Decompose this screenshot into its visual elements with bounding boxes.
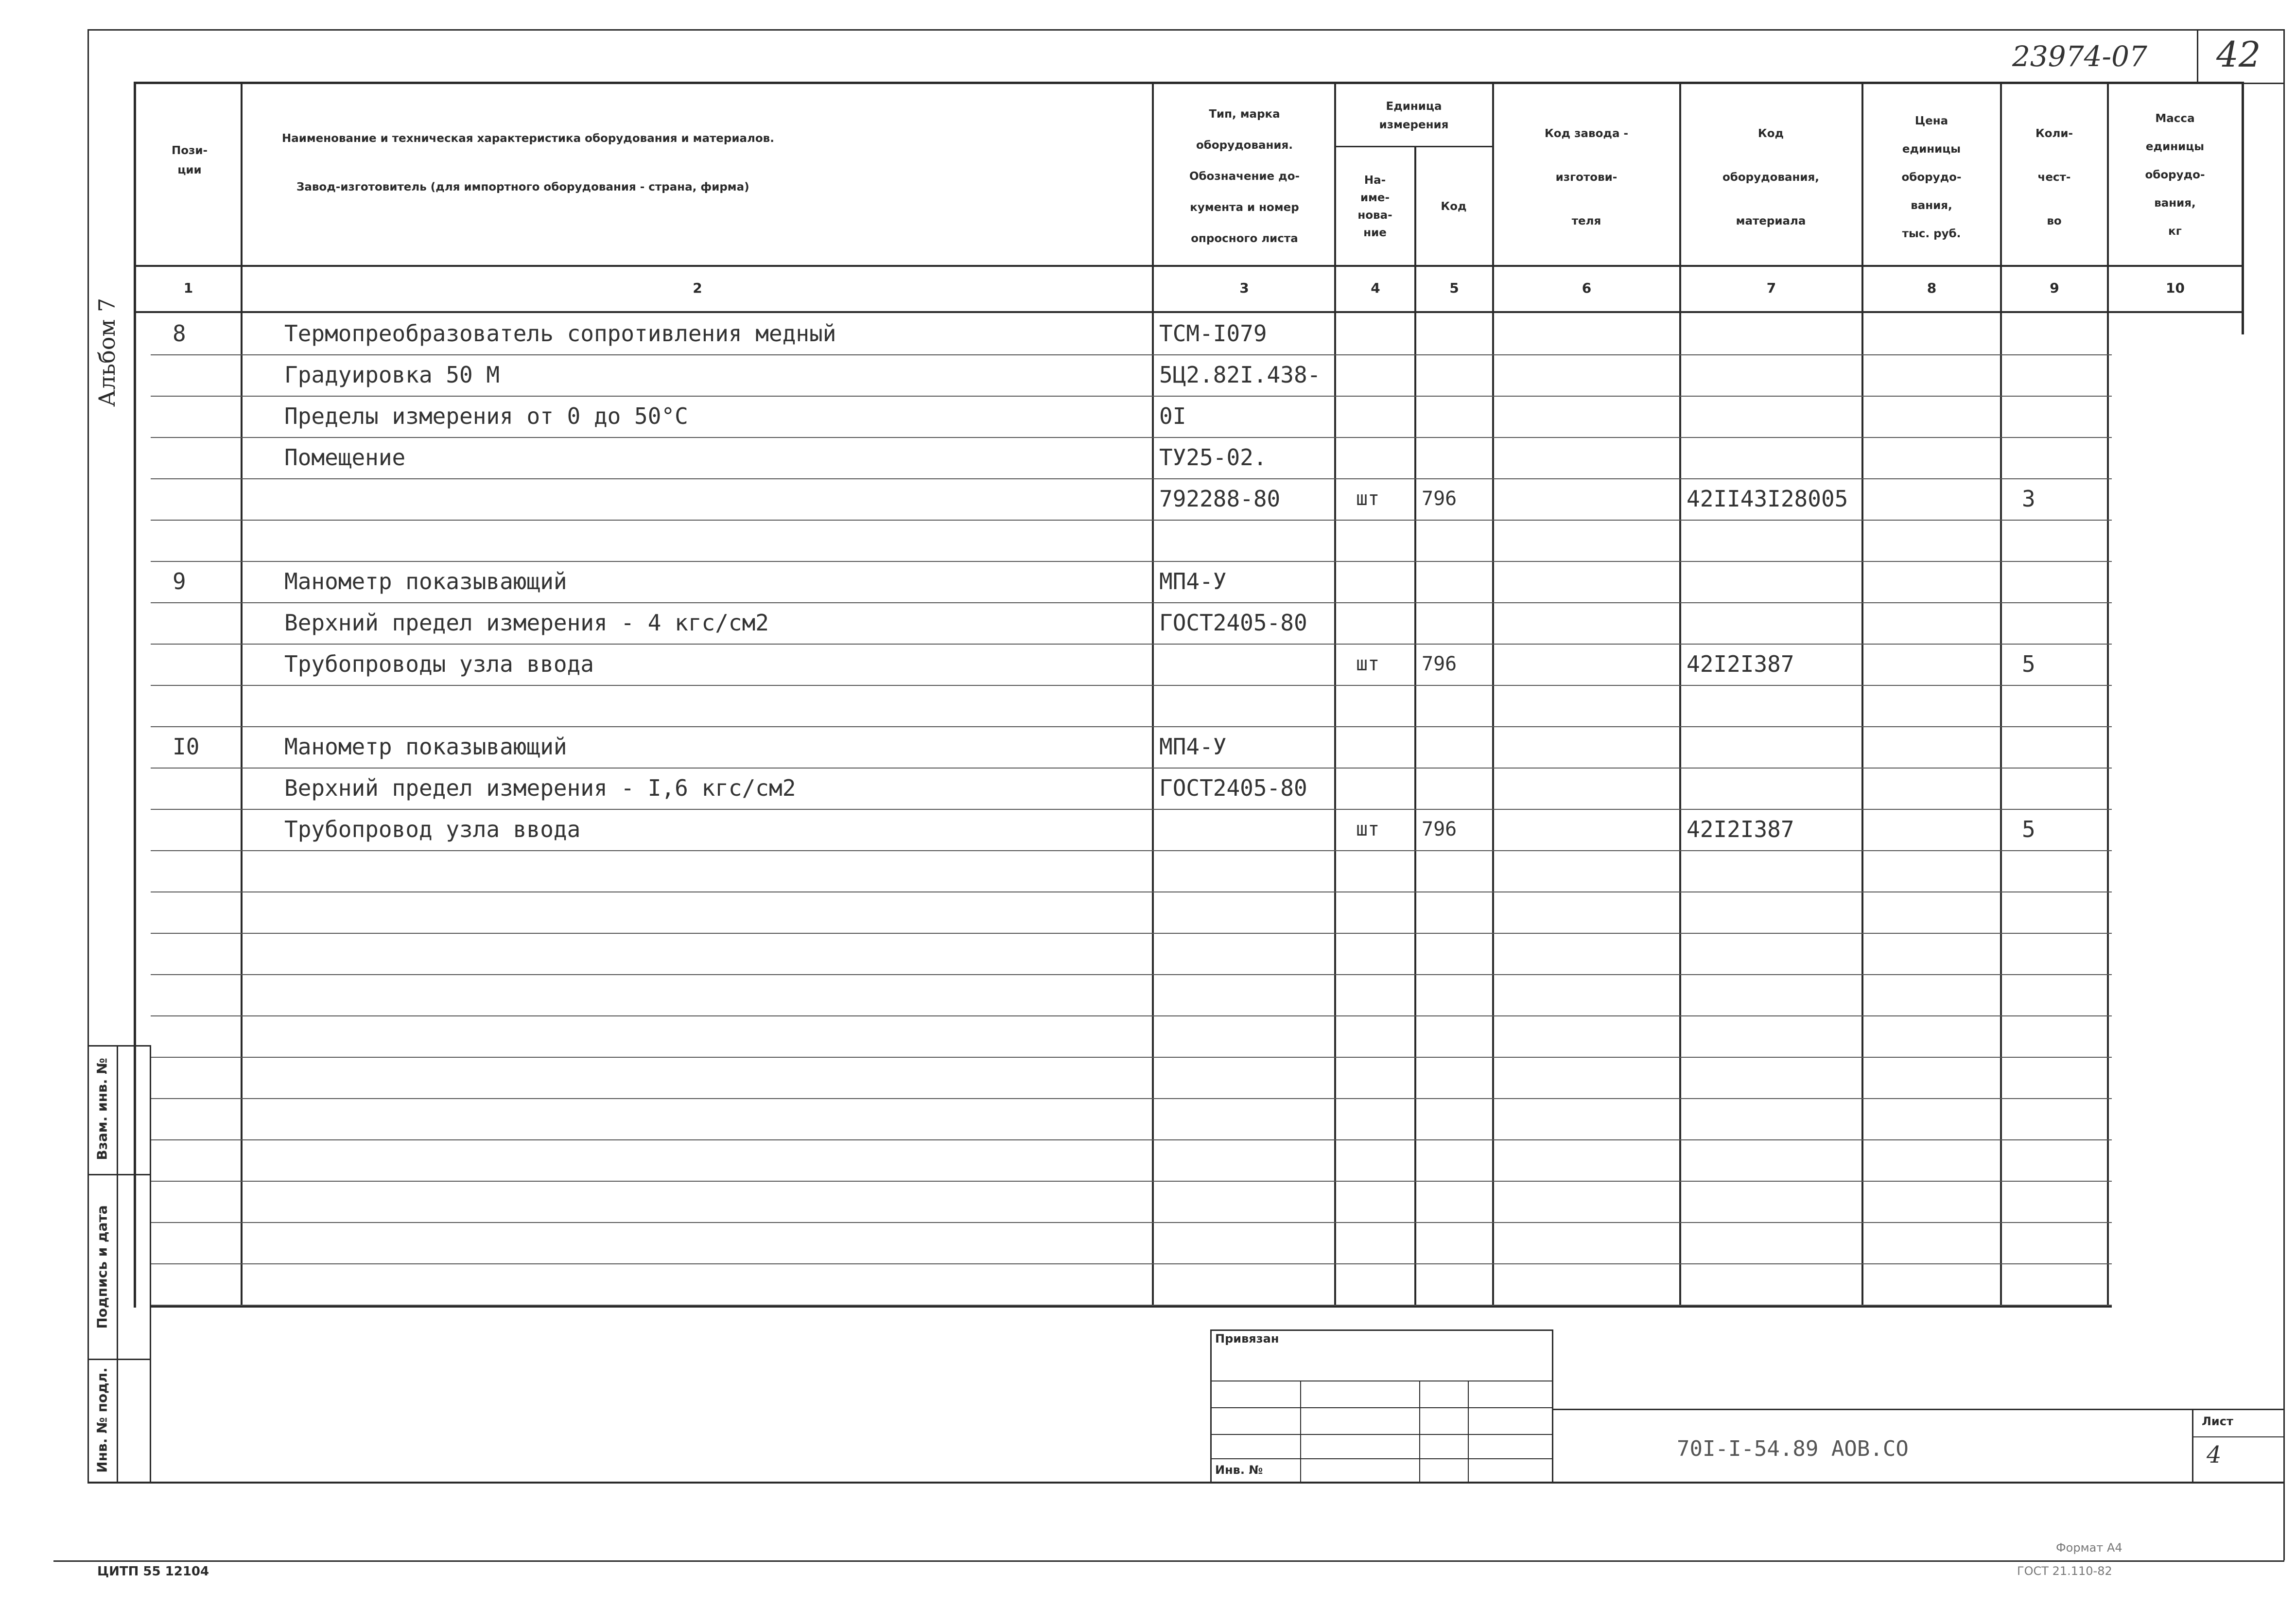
footer-format: Формат А4 (2056, 1541, 2122, 1555)
cell-qty: 5 (2022, 816, 2035, 842)
header-factory-code: Код завода - изготови- теля (1544, 127, 1629, 227)
cell-name (284, 686, 1140, 725)
album-label: Альбом 7 (94, 297, 120, 407)
cell-mat (1687, 727, 1861, 766)
cell-pos (173, 686, 231, 725)
cell-type: 792288-80 (1159, 486, 1281, 512)
cell-pos (173, 769, 231, 807)
header-mass: Масса единицы оборудо- вания, кг (2145, 112, 2205, 238)
cell-qty (2022, 521, 2100, 559)
stamp-list-label: Лист (2202, 1415, 2233, 1428)
cell-name (284, 521, 1140, 559)
stamp-list-value: 4 (2207, 1441, 2222, 1468)
row-line (151, 1222, 2112, 1223)
header-unit: Единица измерения (1379, 100, 1449, 131)
col-sep-2 (1152, 82, 1154, 1308)
cell-pos (173, 810, 231, 849)
cell-name: Верхний предел измерения - 4 кгс/см2 (284, 610, 769, 636)
cell-unit (1356, 521, 1409, 559)
col-number-4: 4 (1371, 280, 1380, 296)
header-name: Наименование и техническая характеристика оборудования и материалов. (282, 132, 774, 145)
cell-qty (2022, 355, 2100, 394)
row-line (151, 1181, 2112, 1182)
row-line (151, 1015, 2112, 1016)
side-label-vzam: Взам. инв. № (94, 1058, 110, 1160)
cell-type (1159, 521, 1334, 559)
col-sep-6 (1679, 82, 1681, 1308)
stamp-row-4 (1210, 1458, 1553, 1459)
cell-unit (1356, 397, 1409, 436)
cell-type: ГОСТ2405-80 (1159, 775, 1307, 801)
cell-code (1422, 397, 1490, 436)
doc-number: 23974-07 (2012, 40, 2147, 73)
table-header-bottom (134, 265, 2243, 267)
cell-pos (173, 355, 231, 394)
cell-mat (1687, 314, 1861, 353)
cell-unit: шт (1356, 488, 1380, 510)
cell-type: МП4-У (1159, 568, 1227, 594)
cell-type: 0I (1159, 403, 1186, 429)
cell-code: 796 (1422, 653, 1457, 675)
cell-type (1159, 686, 1334, 725)
cell-unit (1356, 562, 1409, 601)
cell-name: Трубопроводы узла ввода (284, 651, 594, 677)
cell-mat (1687, 769, 1861, 807)
col-number-2: 2 (693, 280, 702, 296)
cell-pos (173, 438, 231, 477)
cell-name: Манометр показывающий (284, 568, 567, 594)
cell-code (1422, 521, 1490, 559)
cell-unit (1356, 686, 1409, 725)
cell-qty (2022, 397, 2100, 436)
cell-name: Верхний предел измерения - I,6 кгс/см2 (284, 775, 796, 801)
footer-left: ЦИТП 55 12104 (97, 1564, 209, 1579)
side-stamp-right (150, 1045, 151, 1483)
table-top (134, 82, 2243, 84)
side-stamp-bottom (87, 1482, 2284, 1484)
cell-qty (2022, 727, 2100, 766)
row-line (151, 1139, 2112, 1140)
table-right (2242, 82, 2244, 334)
cell-mat (1687, 397, 1861, 436)
cell-qty (2022, 438, 2100, 477)
col-sep-5 (1492, 82, 1494, 1308)
cell-type: ГОСТ2405-80 (1159, 610, 1307, 636)
table-left (134, 82, 136, 1308)
cell-mat: 42I2I387 (1687, 816, 1794, 842)
cell-qty (2022, 769, 2100, 807)
frame-right (2283, 29, 2285, 1560)
cell-name: Термопреобразователь сопротивления медный (284, 320, 836, 347)
cell-code: 796 (1422, 488, 1457, 510)
stamp-box-right (1552, 1329, 1553, 1483)
cell-name: Помещение (284, 444, 406, 471)
side-stamp-inner-left (117, 1045, 118, 1483)
cell-type (1159, 810, 1334, 849)
row-line (151, 1098, 2112, 1099)
cell-qty (2022, 562, 2100, 601)
cell-unit: шт (1356, 653, 1380, 675)
cell-code (1422, 314, 1490, 353)
cell-type: ТСМ-I079 (1159, 320, 1267, 347)
cell-mat: 42I2I387 (1687, 651, 1794, 677)
col-sep-1 (241, 82, 243, 1308)
row-line (151, 850, 2112, 851)
cell-name (284, 479, 1140, 518)
cell-qty: 3 (2022, 486, 2035, 512)
frame-left (87, 29, 89, 1483)
cell-type: ТУ25-02. (1159, 444, 1267, 471)
cell-pos (173, 521, 231, 559)
cell-mat (1687, 521, 1861, 559)
cell-qty (2022, 314, 2100, 353)
cell-qty: 5 (2022, 651, 2035, 677)
cell-unit (1356, 438, 1409, 477)
side-label-inv-podl: Инв. № подл. (94, 1367, 110, 1473)
col-sep-3 (1334, 82, 1336, 1308)
cell-qty (2022, 603, 2100, 642)
corner-box-left (2197, 30, 2198, 84)
footer-gost: ГОСТ 21.110-82 (2017, 1564, 2112, 1578)
stamp-row-2 (1210, 1407, 1553, 1408)
header-manufacturer: Завод-изготовитель (для импортного оборудования - страна, фирма) (296, 181, 749, 193)
col-number-3: 3 (1239, 280, 1249, 296)
col-number-5: 5 (1449, 280, 1459, 296)
cell-pos (173, 479, 231, 518)
col-sep-8 (2000, 82, 2002, 1308)
stamp-privyazan: Привязан (1215, 1332, 1279, 1346)
cell-name: Манометр показывающий (284, 734, 567, 760)
side-stamp-div-1 (87, 1174, 151, 1175)
col-sep-7 (1861, 82, 1863, 1308)
cell-pos (173, 603, 231, 642)
cell-code (1422, 603, 1490, 642)
header-price: Цена единицы оборудо- вания, тыс. руб. (1901, 115, 1962, 240)
header-unit-name: На- име- нова- ние (1357, 174, 1392, 239)
stamp-main-top (1553, 1409, 2284, 1410)
table-numbers-bottom (134, 311, 2243, 313)
cell-qty (2022, 686, 2100, 725)
cell-mat: 42II43I28005 (1687, 486, 1848, 512)
stamp-list-left (2192, 1409, 2193, 1483)
col-number-6: 6 (1582, 280, 1592, 296)
cell-code (1422, 355, 1490, 394)
stamp-list-div (2192, 1436, 2284, 1437)
cell-unit (1356, 769, 1409, 807)
cell-mat (1687, 603, 1861, 642)
cell-pos (173, 397, 231, 436)
row-line (151, 1305, 2112, 1306)
stamp-box-top (1210, 1329, 1553, 1331)
cell-mat (1687, 355, 1861, 394)
cell-code (1422, 438, 1490, 477)
row-line (151, 1263, 2112, 1264)
unit-header-divider (1334, 146, 1494, 147)
stamp-col-2 (1419, 1381, 1420, 1483)
col-number-7: 7 (1766, 280, 1776, 296)
cell-code (1422, 769, 1490, 807)
header-type: Тип, марка оборудования. Обозначение до- кумента и номер опросного листа (1189, 107, 1300, 245)
stamp-inv-no: Инв. № (1215, 1463, 1263, 1477)
col-sep-9 (2107, 82, 2109, 1308)
cell-mat (1687, 438, 1861, 477)
stamp-col-3 (1468, 1381, 1469, 1483)
stamp-col-1 (1300, 1381, 1301, 1483)
header-quantity: Коли- чест- во (2035, 127, 2073, 227)
frame-top (87, 29, 2284, 31)
cell-code (1422, 686, 1490, 725)
cell-unit (1356, 314, 1409, 353)
row-line (151, 1057, 2112, 1058)
cell-mat (1687, 686, 1861, 725)
cell-type: 5Ц2.82I.438- (1159, 362, 1321, 388)
sheet-corner-number: 42 (2216, 34, 2261, 75)
stamp-row-3 (1210, 1434, 1553, 1435)
frame-bottom (53, 1560, 2284, 1562)
col-number-8: 8 (1927, 280, 1937, 296)
header-unit-code: Код (1441, 200, 1467, 213)
col-number-10: 10 (2166, 280, 2185, 296)
cell-code (1422, 727, 1490, 766)
col-number-1: 1 (183, 280, 193, 296)
header-position: Пози- ции (171, 144, 208, 176)
cell-code: 796 (1422, 818, 1457, 840)
cell-name: Пределы измерения от 0 до 50°С (284, 403, 688, 429)
cell-pos: 9 (173, 568, 186, 594)
cell-type (1159, 645, 1334, 683)
cell-name: Трубопровод узла ввода (284, 816, 581, 842)
stamp-box-left (1210, 1329, 1212, 1483)
cell-pos: 8 (173, 320, 186, 347)
col-number-9: 9 (2050, 280, 2059, 296)
cell-mat (1687, 562, 1861, 601)
side-label-podpis: Подпись и дата (94, 1205, 110, 1329)
cell-code (1422, 562, 1490, 601)
cell-name: Градуировка 50 М (284, 362, 500, 388)
row-line (151, 974, 2112, 975)
cell-type: МП4-У (1159, 734, 1227, 760)
cell-unit (1356, 355, 1409, 394)
cell-unit (1356, 603, 1409, 642)
cell-unit: шт (1356, 818, 1380, 840)
cell-unit (1356, 727, 1409, 766)
header-material-code: Код оборудования, материала (1722, 127, 1820, 227)
row-line (151, 933, 2112, 934)
table-body-bottom (151, 1306, 2112, 1308)
stamp-doc-code: 70I-I-54.89 АОВ.СО (1677, 1436, 1909, 1461)
row-line (151, 891, 2112, 892)
cell-pos: I0 (173, 734, 200, 760)
cell-pos (173, 645, 231, 683)
